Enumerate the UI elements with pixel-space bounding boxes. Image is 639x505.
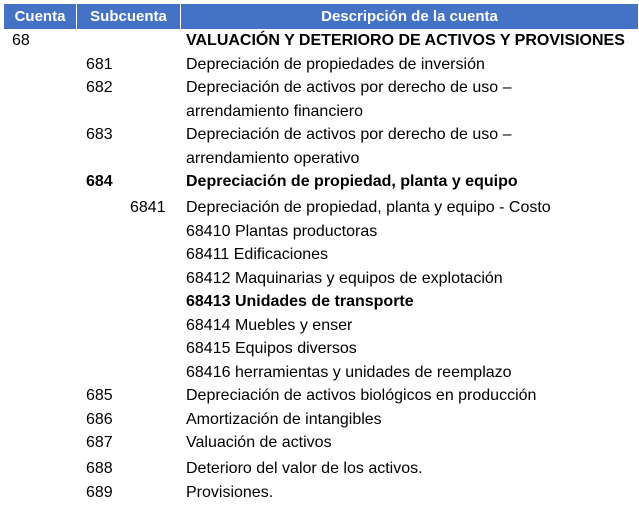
subcuenta-code: 682 bbox=[86, 79, 113, 96]
row-description: Depreciación de propiedades de inversión bbox=[186, 55, 485, 73]
row-description: 68410 Plantas productoras bbox=[186, 222, 378, 240]
row-description: Provisiones. bbox=[186, 483, 274, 501]
row-description: Valuación de activos bbox=[186, 434, 332, 451]
row-description: 68414 Muebles y enser bbox=[186, 316, 353, 334]
subcuenta-code: 686 bbox=[86, 410, 113, 428]
subcuenta-code: 687 bbox=[86, 434, 113, 451]
row-description: Deterioro del valor de los activos. bbox=[186, 460, 423, 477]
header-subcuenta: Subcuenta bbox=[77, 4, 180, 29]
row-description: Depreciación de activos por derecho de uso – bbox=[186, 126, 512, 143]
row-description: Depreciación de propiedad, planta y equipo bbox=[186, 173, 518, 190]
table-header bbox=[4, 4, 638, 29]
subcuenta-code: 684 bbox=[86, 173, 113, 190]
row-description: 68413 Unidades de transporte bbox=[186, 293, 414, 310]
row-description: 68411 Edificaciones bbox=[186, 246, 329, 263]
cuenta-code: 68 bbox=[12, 32, 30, 49]
subcuenta-code: 685 bbox=[86, 387, 113, 404]
subcuenta-code: 683 bbox=[86, 126, 113, 143]
row-description: Depreciación de propiedad, planta y equipo - Costo bbox=[186, 199, 551, 216]
header-descripcion: Descripción de la cuenta bbox=[181, 4, 638, 29]
header-cuenta: Cuenta bbox=[4, 4, 76, 29]
row-description: VALUACIÓN Y DETERIORO DE ACTIVOS Y PROVISIONES bbox=[186, 32, 625, 49]
row-description: Depreciación de activos biológicos en producción bbox=[186, 387, 537, 404]
row-description: 68412 Maquinarias y equipos de explotación bbox=[186, 269, 503, 287]
row-description-continuation: arrendamiento operativo bbox=[186, 149, 360, 167]
row-description: Amortización de intangibles bbox=[186, 410, 382, 428]
row-description: 68415 Equipos diversos bbox=[186, 340, 357, 357]
row-description-continuation: arrendamiento financiero bbox=[186, 102, 363, 120]
subcuenta-code: 689 bbox=[86, 483, 113, 501]
row-description: 68416 herramientas y unidades de reemplazo bbox=[186, 363, 512, 381]
subcuenta-code: 688 bbox=[86, 460, 113, 477]
divisionaria-code: 6841 bbox=[130, 199, 166, 216]
subcuenta-code: 681 bbox=[86, 55, 113, 73]
row-description: Depreciación de activos por derecho de uso – bbox=[186, 79, 512, 96]
